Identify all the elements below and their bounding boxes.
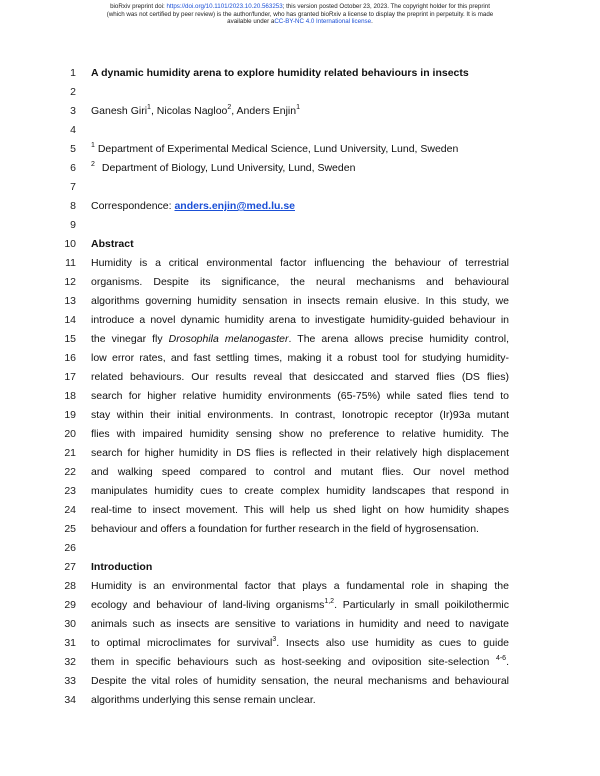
intro-text: . Particularly in small poikilothermic xyxy=(334,599,509,611)
line-number: 10 xyxy=(64,238,76,250)
line-number: 33 xyxy=(64,675,76,687)
line-number: 7 xyxy=(70,181,76,193)
line-number: 17 xyxy=(64,371,76,383)
line-number: 24 xyxy=(64,504,76,516)
affiliation-marker: 1 xyxy=(296,103,300,111)
intro-text: . xyxy=(506,656,509,668)
line-number: 8 xyxy=(70,200,76,212)
line-number: 29 xyxy=(64,599,76,611)
affiliation-marker: 2 xyxy=(91,160,95,168)
abstract-text: the vinegar fly xyxy=(91,333,169,345)
author-name: , Nicolas Nagloo xyxy=(150,105,228,117)
author-list xyxy=(91,104,300,118)
affiliation-text: Department of Biology, Lund University, Lund, Sweden xyxy=(101,162,356,174)
intro-text: ecology and behaviour of land-living organisms xyxy=(91,599,325,611)
abstract-line: introduce a novel dynamic humidity arena to investigate humidity-guided behaviour in xyxy=(91,314,509,326)
line-number: 3 xyxy=(70,105,76,117)
intro-line xyxy=(91,636,509,650)
line-number: 15 xyxy=(64,333,76,345)
correspondence-label: Correspondence: xyxy=(91,200,175,212)
introduction-heading: Introduction xyxy=(91,561,153,573)
line-number: 11 xyxy=(65,257,76,269)
line-number: 6 xyxy=(70,162,76,174)
line-number: 5 xyxy=(70,143,76,155)
author-name: , Anders Enjin xyxy=(231,105,297,117)
intro-line xyxy=(91,655,509,669)
affiliation-text: Department of Experimental Medical Science, Lund University, Lund, Sweden xyxy=(94,143,459,155)
header-text: available under a xyxy=(227,18,275,26)
line-number: 30 xyxy=(64,618,76,630)
line-number: 23 xyxy=(64,485,76,497)
header-text: . xyxy=(371,18,373,26)
intro-line xyxy=(91,598,509,612)
abstract-line: search for higher relative humidity environments (65-75%) while sated flies tend to xyxy=(91,390,509,402)
intro-line: Humidity is an environmental factor that plays a fundamental role in shaping the xyxy=(91,580,509,592)
line-number: 13 xyxy=(64,295,76,307)
abstract-line: real-time to insect movement. This will help us shed light on how humidity shapes xyxy=(91,504,509,516)
abstract-heading: Abstract xyxy=(91,238,134,250)
line-number: 27 xyxy=(64,561,76,573)
line-number: 20 xyxy=(64,428,76,440)
abstract-line: flies with impaired humidity sensing show no preference to relative humidity. The xyxy=(91,428,509,440)
preprint-header xyxy=(40,3,560,26)
line-number: 22 xyxy=(64,466,76,478)
line-number: 1 xyxy=(70,67,76,79)
line-number: 2 xyxy=(70,86,76,98)
correspondence-email-link[interactable]: anders.enjin@med.lu.se xyxy=(174,200,295,212)
affiliation-2 xyxy=(91,161,355,175)
correspondence xyxy=(91,199,295,213)
abstract-line xyxy=(91,332,509,346)
line-number: 28 xyxy=(64,580,76,592)
abstract-text: . The arena allows precise humidity control, xyxy=(288,333,509,345)
abstract-line: search for higher humidity in DS flies is reflected in their relatively high displacement xyxy=(91,447,509,459)
citation-marker: 3 xyxy=(272,635,277,643)
intro-text: to optimal microclimates for survival xyxy=(91,637,273,649)
abstract-line: behaviour and offers a foundation for further research in the field of hygrosensation. xyxy=(91,523,479,535)
abstract-line: stay within their initial environments. In contrast, Ionotropic receptor (Ir)93a mutant xyxy=(91,409,509,421)
line-number: 9 xyxy=(70,219,76,231)
abstract-line: and walking speed compared to control and mutant flies. Our novel method xyxy=(91,466,509,478)
affiliation-marker: 2 xyxy=(227,103,232,111)
species-name: Drosophila melanogaster xyxy=(168,333,289,345)
citation-marker: 4-6 xyxy=(495,654,507,662)
license-link[interactable]: CC-BY-NC 4.0 International license xyxy=(274,18,372,26)
paper-title: A dynamic humidity arena to explore humidity related behaviours in insects xyxy=(91,67,469,79)
abstract-line: Humidity is a critical environmental factor influencing the behaviour of terrestrial xyxy=(91,257,509,269)
author-name: Ganesh Giri xyxy=(91,105,148,117)
intro-line: animals such as insects are sensitive to variations in humidity and need to navigate xyxy=(91,618,509,630)
header-line-1 xyxy=(40,3,560,11)
abstract-line: algorithms governing humidity sensation in insects remain elusive. In this study, we xyxy=(91,295,509,307)
line-number: 19 xyxy=(64,409,76,421)
line-number: 32 xyxy=(64,656,76,668)
intro-text: . Insects also use humidity as cues to guide xyxy=(276,637,509,649)
header-line-3 xyxy=(40,18,560,26)
line-number: 14 xyxy=(64,314,76,326)
line-number: 4 xyxy=(70,124,76,136)
header-text: bioRxiv preprint doi: xyxy=(110,3,167,10)
line-number: 26 xyxy=(64,542,76,554)
affiliation-1 xyxy=(91,142,458,156)
line-number: 18 xyxy=(64,390,76,402)
line-number: 12 xyxy=(64,276,76,288)
citation-marker: 1,2 xyxy=(324,597,335,605)
line-number: 21 xyxy=(64,447,76,459)
line-number: 31 xyxy=(64,637,76,649)
abstract-line: manipulates humidity cues to create complex humidity landscapes that respond in xyxy=(91,485,509,497)
doi-link[interactable]: https://doi.org/10.1101/2023.10.20.563253 xyxy=(166,3,283,10)
abstract-line: low error rates, and fast settling times, making it a robust tool for studying humidity- xyxy=(91,352,509,364)
header-text: ; this version posted October 23, 2023. The copyright holder for this preprint xyxy=(282,3,490,10)
affiliation-marker: 1 xyxy=(147,103,151,111)
intro-text: them in specific behaviours such as host-seeking and oviposition site-selection xyxy=(91,656,496,668)
line-number: 34 xyxy=(64,694,76,706)
line-number: 25 xyxy=(64,523,76,535)
affiliation-marker: 1 xyxy=(91,141,95,149)
abstract-line: organisms. Despite its significance, the neural mechanisms and behavioural xyxy=(91,276,509,288)
intro-line: Despite the vital roles of humidity sensation, the neural mechanisms and behavioural xyxy=(91,675,509,687)
intro-line: algorithms underlying this sense remain unclear. xyxy=(91,694,316,706)
header-line-2: (which was not certified by peer review) is the author/funder, who has granted bioRxiv a license to display the preprint in perpetuity. It is made xyxy=(106,10,494,18)
abstract-line: related behaviours. Our results reveal that desiccated and starved flies (DS flies) xyxy=(91,371,509,383)
line-number: 16 xyxy=(64,352,76,364)
